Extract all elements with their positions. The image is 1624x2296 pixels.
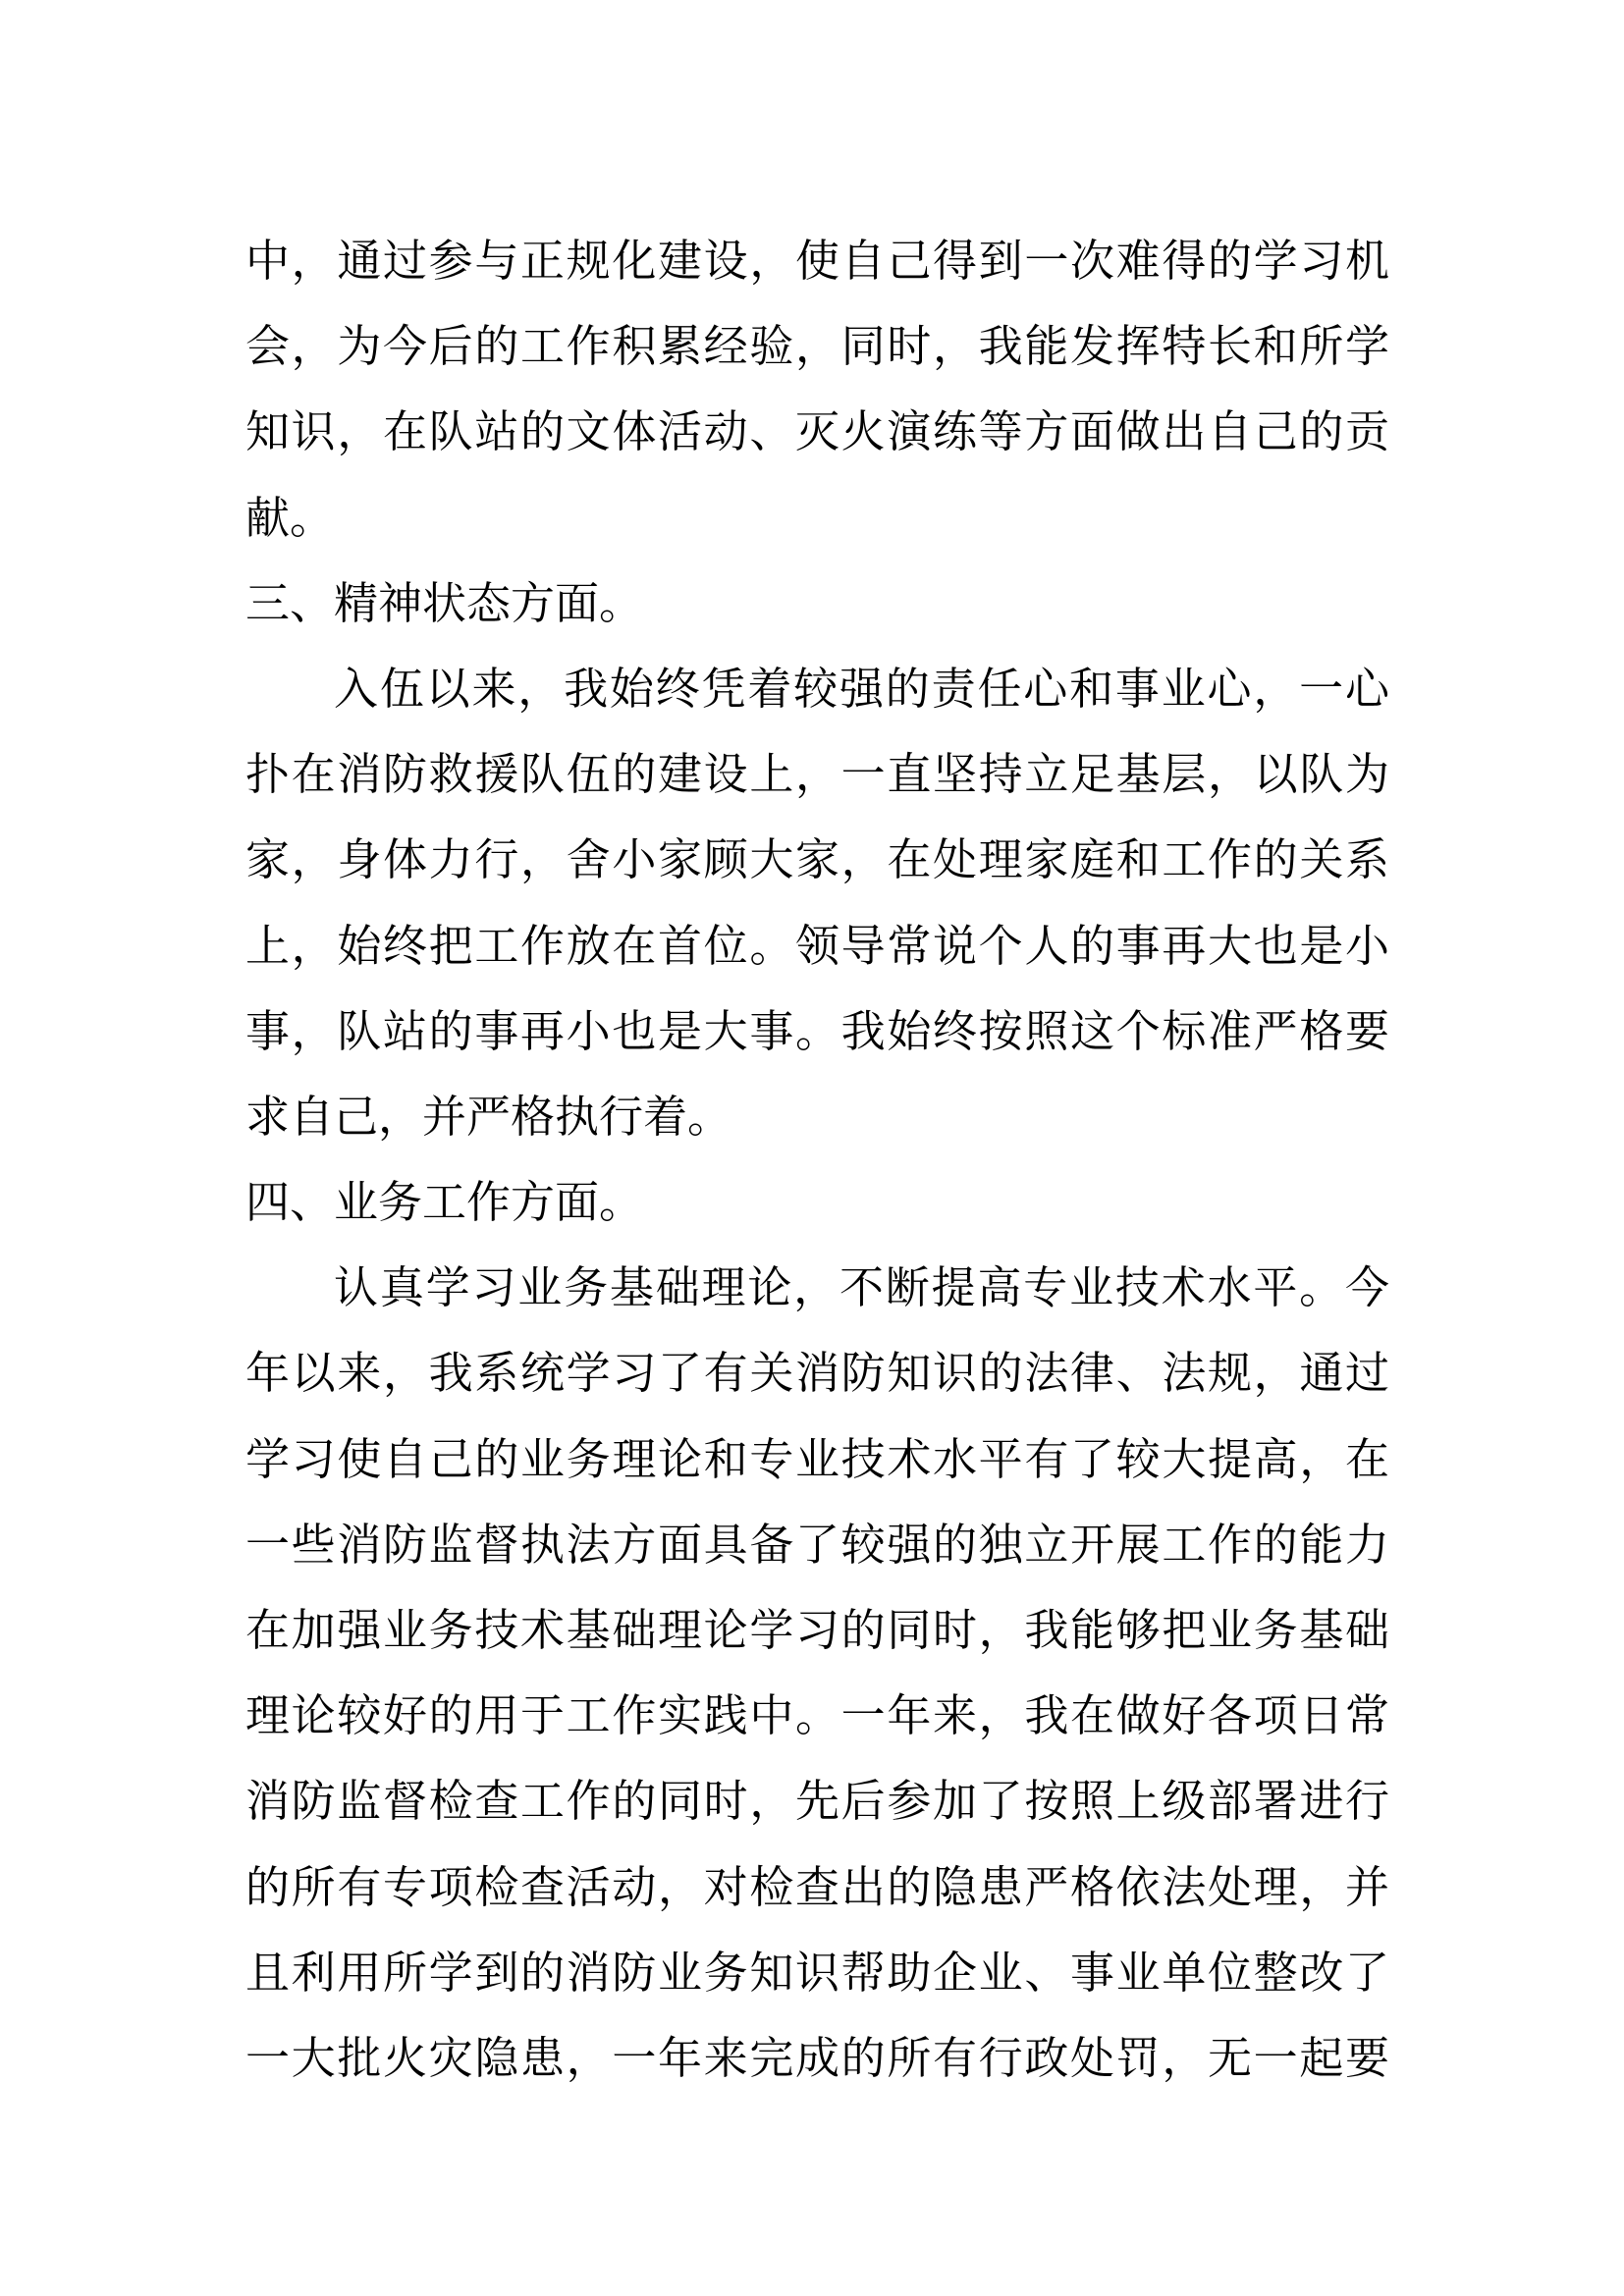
text-line: 的所有专项检查活动，对检查出的隐患严格依法处理，并 (245, 1860, 1389, 1913)
text-line: 消防监督检查工作的同时，先后参加了按照上级部署进行 (245, 1775, 1389, 1828)
document-body (245, 218, 1389, 2101)
text-line: 入伍以来，我始终凭着较强的责任心和事业心，一心 (334, 662, 1389, 715)
text-line: 事，队站的事再小也是大事。我始终按照这个标准严格要 (245, 1004, 1389, 1057)
section-heading: 四、业务工作方面。 (245, 1176, 644, 1229)
text-line: 会，为今后的工作积累经验，同时，我能发挥特长和所学 (245, 320, 1389, 373)
text-line: 中，通过参与正规化建设，使自己得到一次难得的学习机 (245, 235, 1389, 287)
section-heading: 三、精神状态方面。 (245, 576, 644, 629)
text-line: 一大批火灾隐患，一年来完成的所有行政处罚，无一起要 (245, 2031, 1389, 2084)
text-line: 献。 (245, 491, 335, 544)
text-line: 上，始终把工作放在首位。领导常说个人的事再大也是小 (245, 919, 1389, 972)
text-line: 年以来，我系统学习了有关消防知识的法律、法规，通过 (245, 1347, 1389, 1400)
text-line: 家，身体力行，舍小家顾大家，在处理家庭和工作的关系 (245, 833, 1389, 886)
text-line: 知识，在队站的文体活动、灭火演练等方面做出自己的贡 (245, 405, 1389, 458)
text-line: 理论较好的用于工作实践中。一年来，我在做好各项日常 (245, 1689, 1389, 1742)
text-line: 求自己，并严格执行着。 (245, 1090, 732, 1143)
text-line: 一些消防监督执法方面具备了较强的独立开展工作的能力 (245, 1518, 1389, 1571)
text-line: 扑在消防救援队伍的建设上，一直坚持立足基层，以队为 (245, 748, 1389, 801)
text-line: 且利用所学到的消防业务知识帮助企业、事业单位整改了 (245, 1946, 1389, 1999)
text-line: 在加强业务技术基础理论学习的同时，我能够把业务基础 (245, 1604, 1389, 1656)
text-line: 学习使自己的业务理论和专业技术水平有了较大提高，在 (245, 1432, 1389, 1485)
text-line: 认真学习业务基础理论，不断提高专业技术水平。今 (334, 1261, 1389, 1314)
